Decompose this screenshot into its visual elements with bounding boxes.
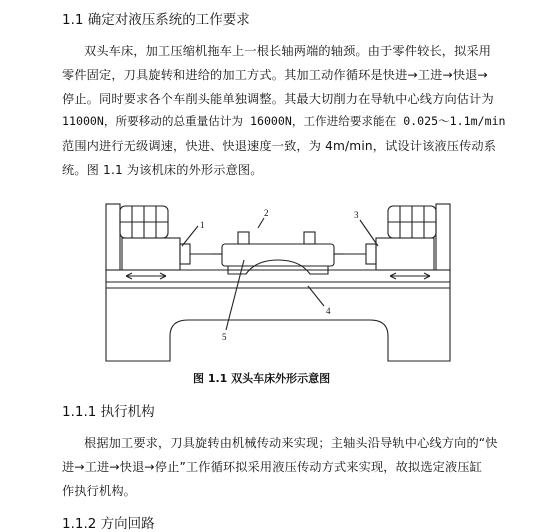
figure-caption: 图 1.1 双头车床外形示意图: [193, 372, 331, 385]
next-heading: 1.1.2 方向回路: [62, 516, 155, 532]
subsection-title: 1.1.1 执行机构: [62, 404, 155, 420]
paragraph-line: 双头车床，加工压缩机拖车上一根长轴两端的轴颈。由于零件较长，拟采用: [84, 44, 492, 58]
paragraph-line: 零件固定，刀具旋转和进给的加工方式。其加工动作循环是快进→工进→快退→: [62, 68, 488, 82]
callout-5: 5: [222, 332, 227, 342]
clamp-left: [238, 232, 249, 244]
right-motor-bracket: [436, 204, 450, 270]
paragraph-line: 统。图 1.1 为该机床的外形示意图。: [62, 163, 263, 177]
paragraph-line: 11000N，所要移动的总重量估计为 16000N，工作进给要求能在 0.025～1.1m/min: [62, 114, 506, 128]
left-motor-bracket: [106, 204, 120, 270]
section-title: 1.1 确定对液压系统的工作要求: [62, 12, 250, 28]
paragraph-line: 作执行机构。: [62, 484, 137, 498]
callout-1: 1: [200, 220, 205, 230]
lathe-diagram: [98, 198, 460, 363]
left-spindle-head: [122, 238, 180, 270]
callout-4: 4: [326, 306, 331, 316]
paragraph-line: 进→工进→快退→停止”工作循环拟采用液压传动方式来实现，故拟选定液压缸: [62, 460, 483, 474]
paragraph-line: 根据加工要求，刀具旋转由机械传动来实现；主轴头沿导轨中心线方向的“快: [84, 436, 498, 450]
paragraph-line: 停止。同时要求各个车削头能单独调整。其最大切削力在导轨中心线方向估计为: [62, 92, 494, 106]
clamp-right: [304, 232, 315, 244]
center-fixture: [222, 244, 334, 266]
machine-bed: [106, 270, 450, 361]
callout-2: 2: [264, 208, 269, 218]
callout-3: 3: [354, 210, 359, 220]
paragraph-line: 范围内进行无级调速，快进、快退速度一致，为 4m/min，试设计该液压传动系: [62, 139, 497, 153]
right-spindle-head: [376, 238, 434, 270]
